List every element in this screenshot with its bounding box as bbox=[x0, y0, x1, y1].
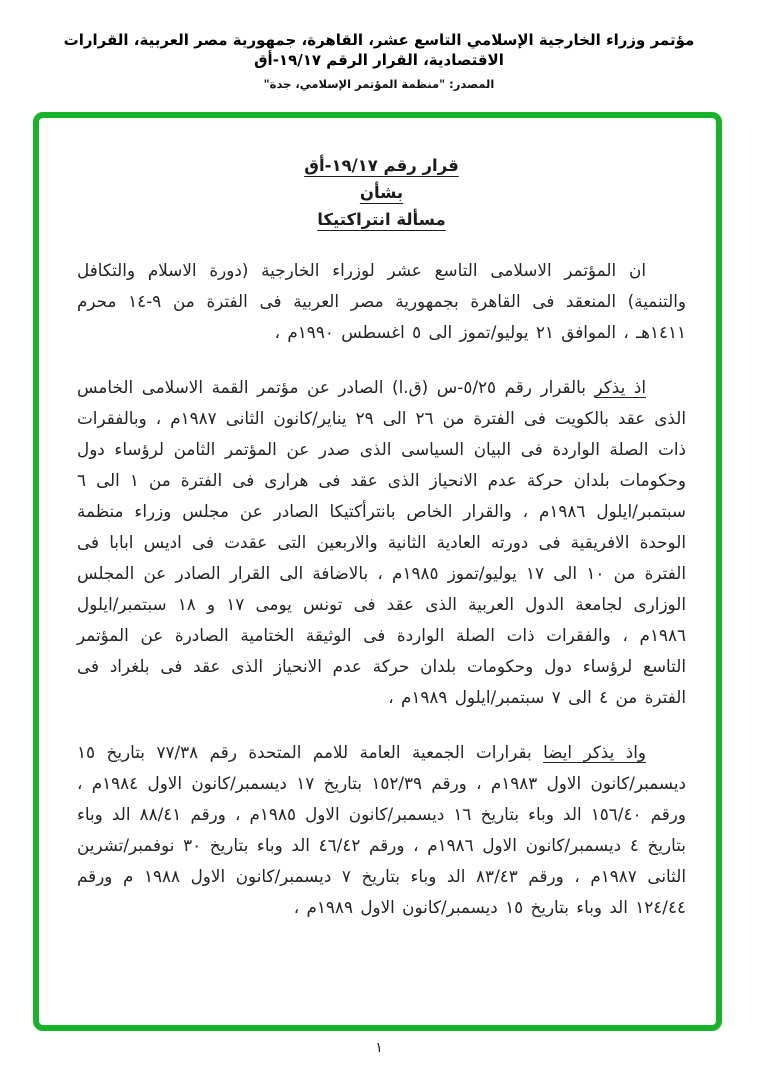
paragraph-recalling-also bbox=[77, 737, 686, 923]
resolution-border-box bbox=[33, 112, 722, 1031]
document-header bbox=[0, 0, 758, 91]
paragraph-recalling bbox=[77, 372, 686, 713]
paragraph-1-text: ان المؤتمر الاسلامى التاسع عشر لوزراء الخارجية (دورة الاسلام والتكافل والتنمية) المنعقد فى القاهرة بجمهورية مصر العربية فى الفترة من ٩-١٤ محرم ١٤١١هـ ، الموافق ٢١ يوليو/تموز الى ٥ اغسطس ١٩٩٠م ، bbox=[77, 260, 686, 342]
paragraph-2-text: بالقرار رقم ٥/٢٥-س (ق.ا) الصادر عن مؤتمر القمة الاسلامى الخامس الذى عقد بالكويت فى الفترة من ٢٦ الى ٢٩ يناير/كانون الثانى ١٩٨٧م ، وبالفقرات ذات الصلة الواردة فى البيان السياسى الذى صدر عن المؤتمر الثامن لرؤساء دول وحكومات بلدان حركة عدم الانحياز الذى عقد فى هرارى فى الفترة من ١ الى ٦ سبتمبر/ايلول ١٩٨٦م ، والقرار الخاص بانترأكتيكا الصادر عن مجلس وزراء منظمة الوحدة الافريقية فى دورته العادية الثانية والاربعين التى عقدت فى اديس ابابا فى الفترة من ١٠ الى ١٧ يوليو/تموز ١٩٨٥م ، بالاضافة الى القرار الصادر عن المجلس الوزارى لجامعة الدول العربية الذى عقد فى تونس يومى ١٧ و ١٨ سبتمبر/ايلول ١٩٨٦م ، والفقرات ذات الصلة الواردة فى الوثيقة الختامية الصادرة عن المؤتمر التاسع لرؤساء دول وحكومات بلدان حركة عدم الانحياز الذى عقد فى بلغراد فى الفترة من ٤ الى ٧ سبتمبر/ايلول ١٩٨٩م ، bbox=[77, 377, 687, 707]
paragraph-3-lead: واذ يذكر ايضا bbox=[543, 742, 646, 762]
paragraph-2-lead: اذ يذكر bbox=[594, 377, 646, 397]
resolution-paragraphs bbox=[77, 255, 686, 923]
paragraph-3-text: بقرارات الجمعية العامة للامم المتحدة رقم ٧٧/٣٨ بتاريخ ١٥ ديسمبر/كانون الاول ١٩٨٣م ، ورقم ١٥٢/٣٩ بتاريخ ١٧ ديسمبر/كانون الاول ١٩٨٤م ، ورقم ١٥٦/٤٠ الد وباء بتاريخ ١٦ ديسمبر/كانون الاول ١٩٨٥م ، ورقم ٨٨/٤١ الد وباء بتاريخ ٤ ديسمبر/كانون الاول ١٩٨٦م ، ورقم ٤٦/٤٢ الد وباء بتاريخ ٣٠ نوفمبر/تشرين الثانى ١٩٨٧م ، ورقم ٨٣/٤٣ الد وباء بتاريخ ٧ ديسمبر/كانون الاول ١٩٨٨ م ورقم ١٢٤/٤٤ الد وباء بتاريخ ١٥ ديسمبر/كانون الاول ١٩٨٩م ، bbox=[77, 742, 687, 917]
resolution-title-block bbox=[77, 154, 686, 231]
header-source-value: "منظمة المؤتمر الإسلامي، جدة" bbox=[263, 77, 446, 91]
header-title: مؤتمر وزراء الخارجية الإسلامي التاسع عشر، القاهرة، جمهورية مصر العربية، القرارات الاقتصادية، القرار الرقم ١٩/١٧-أق bbox=[63, 31, 695, 69]
header-source bbox=[0, 77, 758, 91]
resolution-number-line: قرار رقم ١٩/١٧-أق bbox=[304, 156, 459, 175]
header-source-label: المصدر: bbox=[449, 77, 495, 91]
resolution-body bbox=[39, 118, 716, 923]
resolution-subject-label: بشأن bbox=[359, 183, 404, 202]
resolution-subject-line: مسألة انتراكتيكا bbox=[317, 210, 446, 229]
page-number: ١ bbox=[375, 1040, 383, 1056]
paragraph-preamble bbox=[77, 255, 686, 348]
